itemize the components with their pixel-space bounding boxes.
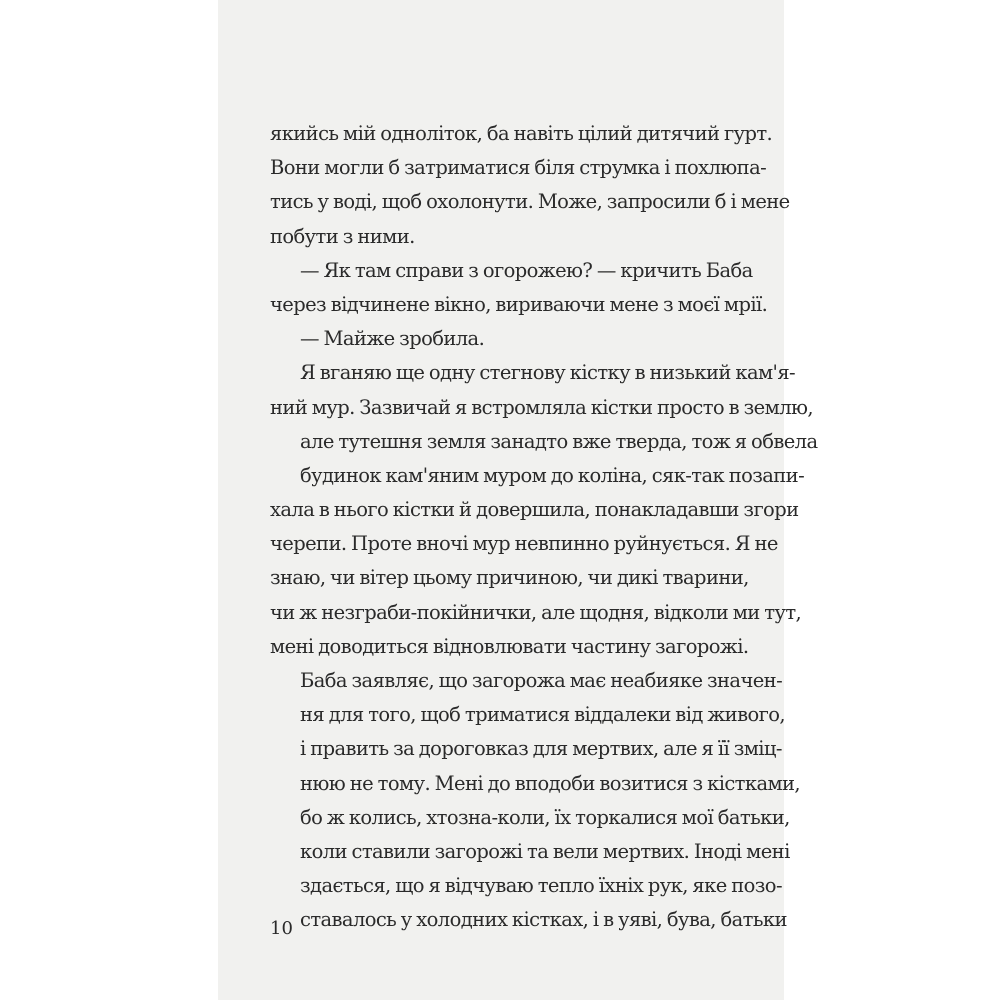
text-line: хала в нього кістки й довершила, понакладавши згори — [270, 498, 799, 522]
text-line: тись у воді, щоб охолонути. Може, запросили б і мене — [270, 190, 790, 214]
page-number: 10 — [270, 918, 293, 939]
text-line: мені доводиться відновлювати частину загорожі. — [270, 634, 749, 658]
text-line: побути з ними. — [270, 224, 415, 248]
body-text — [270, 117, 818, 938]
text-line: ний мур. Зазвичай я встромляла кістки просто в землю, — [270, 395, 813, 419]
text-line: знаю, чи вітер цьому причиною, чи дикі тварини, — [270, 566, 749, 590]
text-line: коли ставили загорожі та вели мертвих. Іноді мені — [300, 839, 790, 863]
text-line: Баба заявляє, що загорожа має неабияке значен- — [300, 669, 783, 692]
text-line: ня для того, щоб триматися віддалеки від живого, — [300, 703, 785, 727]
text-line: ставалось у холодних кістках, і в уяві, бува, батьки — [300, 908, 787, 932]
text-line: — Як там справи з огорожею? — кричить Баба — [300, 258, 753, 282]
text-line: Вони могли б затриматися біля струмка і похлюпа- — [270, 156, 767, 180]
text-line: але тутешня земля занадто вже тверда, тож я обвела — [300, 429, 818, 453]
text-line: чи ж незграби-покійнички, але щодня, відколи ми тут, — [270, 600, 802, 624]
text-line: бо ж колись, хтозна-коли, їх торкалися мої батьки, — [300, 805, 790, 829]
text-line: — Майже зробила. — [300, 327, 485, 351]
text-line: якийсь мій одноліток, ба навіть цілий дитячий гурт. — [270, 122, 773, 145]
text-line: і править за дороговказ для мертвих, але я її зміц- — [300, 737, 782, 761]
text-line: будинок кам'яним муром до коліна, сяк-так позапи- — [300, 463, 805, 487]
text-line: здається, що я відчуваю тепло їхніх рук, яке позо- — [300, 874, 782, 898]
text-line: черепи. Проте вночі мур невпинно руйнується. Я не — [270, 532, 778, 556]
text-line: нюю не тому. Мені до вподоби возитися з кістками, — [300, 771, 801, 795]
text-line: через відчинене вікно, вириваючи мене з моєї мрії. — [270, 292, 768, 316]
text-line: Я вганяю ще одну стегнову кістку в низький кам'я- — [300, 361, 796, 385]
